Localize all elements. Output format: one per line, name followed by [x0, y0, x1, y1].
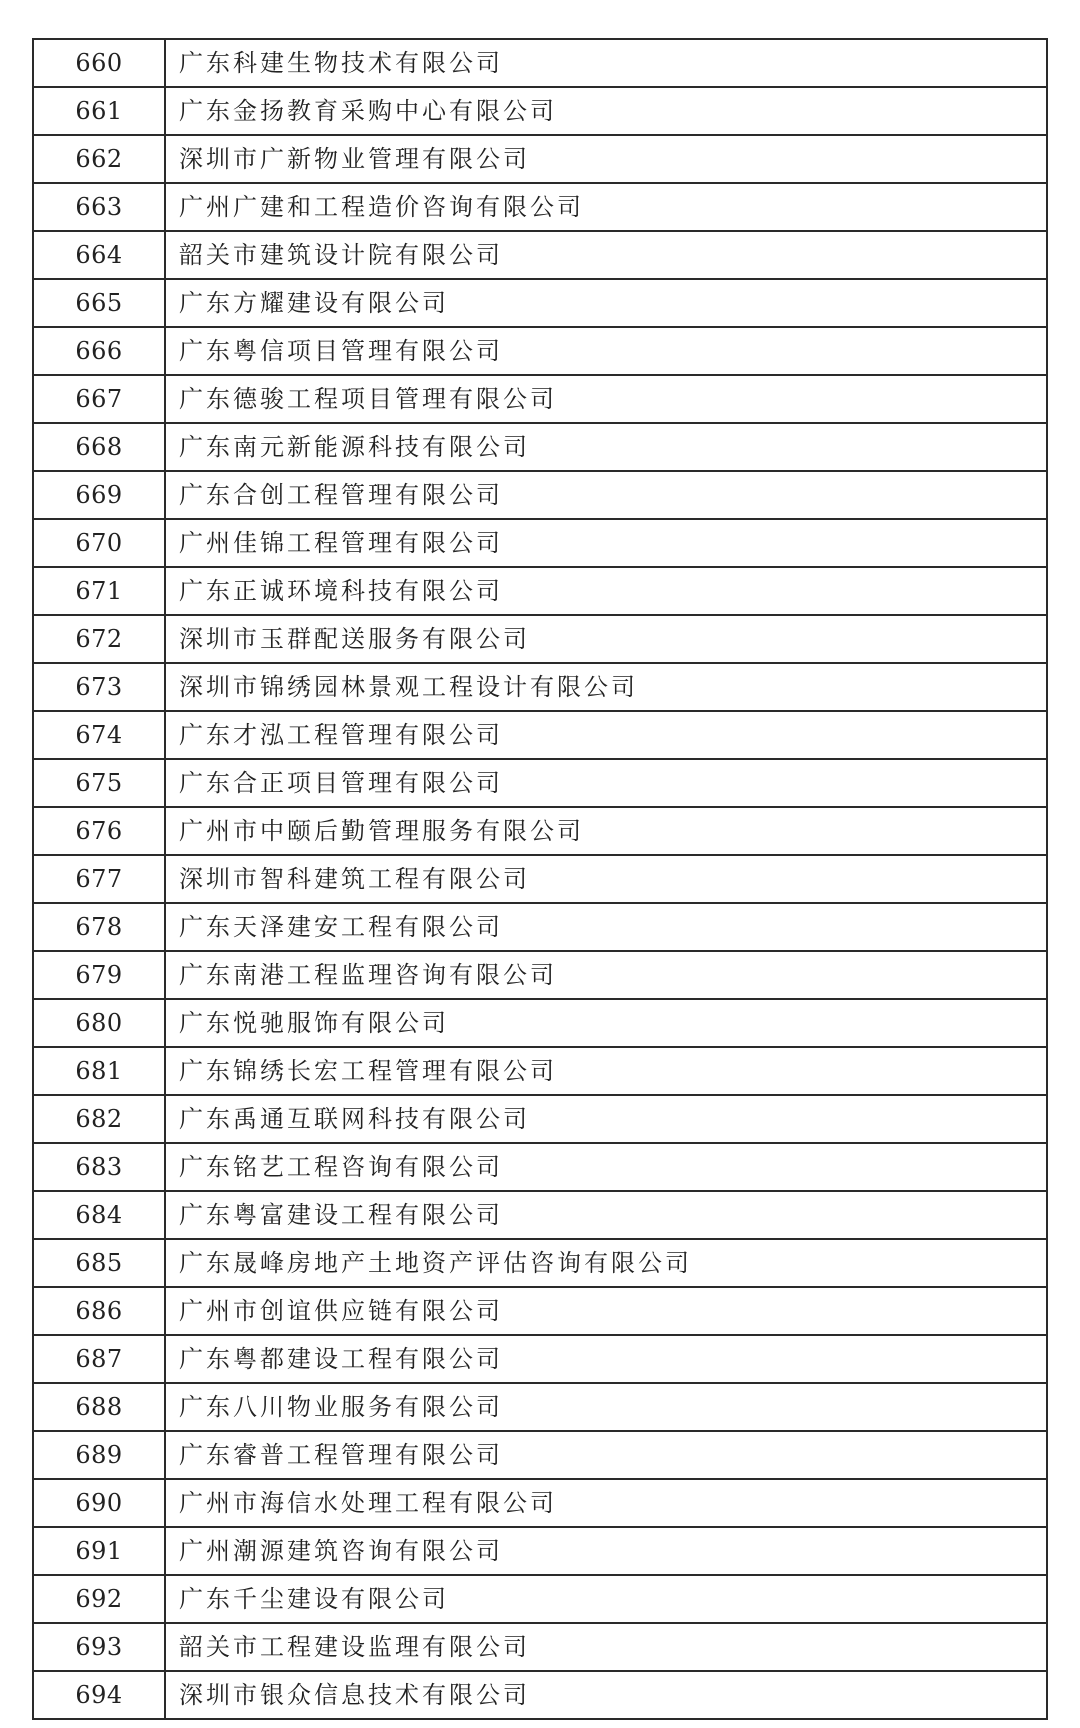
row-number-cell: 668 [33, 423, 165, 471]
table-row [33, 135, 1047, 183]
company-name-cell: 韶关市工程建设监理有限公司 [165, 1623, 1047, 1671]
row-number-cell: 667 [33, 375, 165, 423]
row-number-cell: 665 [33, 279, 165, 327]
row-number-cell: 691 [33, 1527, 165, 1575]
company-name-cell: 深圳市玉群配送服务有限公司 [165, 615, 1047, 663]
company-name-cell: 广东方耀建设有限公司 [165, 279, 1047, 327]
company-name-cell: 广东合创工程管理有限公司 [165, 471, 1047, 519]
row-number-cell: 678 [33, 903, 165, 951]
table-row [33, 231, 1047, 279]
table-row [33, 567, 1047, 615]
row-number-cell: 677 [33, 855, 165, 903]
row-number-cell: 689 [33, 1431, 165, 1479]
table-row [33, 1239, 1047, 1287]
table-row [33, 39, 1047, 87]
company-name-cell: 广州市中颐后勤管理服务有限公司 [165, 807, 1047, 855]
row-number-cell: 688 [33, 1383, 165, 1431]
table-row [33, 1383, 1047, 1431]
row-number-cell: 669 [33, 471, 165, 519]
company-name-cell: 广东锦绣长宏工程管理有限公司 [165, 1047, 1047, 1095]
row-number-cell: 679 [33, 951, 165, 999]
company-name-cell: 广东金扬教育采购中心有限公司 [165, 87, 1047, 135]
company-name-cell: 广东悦驰服饰有限公司 [165, 999, 1047, 1047]
table-row [33, 1527, 1047, 1575]
row-number-cell: 676 [33, 807, 165, 855]
row-number-cell: 685 [33, 1239, 165, 1287]
row-number-cell: 664 [33, 231, 165, 279]
table-row [33, 183, 1047, 231]
table-row [33, 1143, 1047, 1191]
row-number-cell: 686 [33, 1287, 165, 1335]
company-name-cell: 广东粤富建设工程有限公司 [165, 1191, 1047, 1239]
table-row [33, 903, 1047, 951]
table-row [33, 1191, 1047, 1239]
row-number-cell: 673 [33, 663, 165, 711]
row-number-cell: 684 [33, 1191, 165, 1239]
row-number-cell: 666 [33, 327, 165, 375]
row-number-cell: 660 [33, 39, 165, 87]
row-number-cell: 690 [33, 1479, 165, 1527]
company-name-cell: 广东禹通互联网科技有限公司 [165, 1095, 1047, 1143]
row-number-cell: 661 [33, 87, 165, 135]
row-number-cell: 687 [33, 1335, 165, 1383]
company-name-cell: 广东粤都建设工程有限公司 [165, 1335, 1047, 1383]
table-row [33, 1479, 1047, 1527]
company-name-cell: 广东才泓工程管理有限公司 [165, 711, 1047, 759]
company-list-table [32, 38, 1048, 1720]
company-name-cell: 广东德骏工程项目管理有限公司 [165, 375, 1047, 423]
row-number-cell: 683 [33, 1143, 165, 1191]
company-name-cell: 深圳市智科建筑工程有限公司 [165, 855, 1047, 903]
row-number-cell: 694 [33, 1671, 165, 1719]
row-number-cell: 662 [33, 135, 165, 183]
table-row [33, 279, 1047, 327]
table-row [33, 1671, 1047, 1719]
row-number-cell: 681 [33, 1047, 165, 1095]
row-number-cell: 663 [33, 183, 165, 231]
row-number-cell: 671 [33, 567, 165, 615]
company-name-cell: 广东正诚环境科技有限公司 [165, 567, 1047, 615]
row-number-cell: 672 [33, 615, 165, 663]
table-row [33, 615, 1047, 663]
company-name-cell: 广东南元新能源科技有限公司 [165, 423, 1047, 471]
company-name-cell: 广东铭艺工程咨询有限公司 [165, 1143, 1047, 1191]
row-number-cell: 674 [33, 711, 165, 759]
table-row [33, 375, 1047, 423]
company-name-cell: 广东晟峰房地产土地资产评估咨询有限公司 [165, 1239, 1047, 1287]
company-name-cell: 广东八川物业服务有限公司 [165, 1383, 1047, 1431]
row-number-cell: 693 [33, 1623, 165, 1671]
company-name-cell: 韶关市建筑设计院有限公司 [165, 231, 1047, 279]
table-row [33, 1287, 1047, 1335]
table-row [33, 807, 1047, 855]
company-name-cell: 广东千尘建设有限公司 [165, 1575, 1047, 1623]
table-row [33, 1095, 1047, 1143]
table-row [33, 423, 1047, 471]
table-body [33, 39, 1047, 1719]
table-row [33, 1575, 1047, 1623]
row-number-cell: 692 [33, 1575, 165, 1623]
table-row [33, 663, 1047, 711]
company-name-cell: 深圳市锦绣园林景观工程设计有限公司 [165, 663, 1047, 711]
row-number-cell: 682 [33, 1095, 165, 1143]
table-row [33, 327, 1047, 375]
company-name-cell: 广州广建和工程造价咨询有限公司 [165, 183, 1047, 231]
row-number-cell: 680 [33, 999, 165, 1047]
table-row [33, 1047, 1047, 1095]
company-name-cell: 广东睿普工程管理有限公司 [165, 1431, 1047, 1479]
table-row [33, 855, 1047, 903]
company-name-cell: 广东科建生物技术有限公司 [165, 39, 1047, 87]
company-name-cell: 深圳市广新物业管理有限公司 [165, 135, 1047, 183]
company-name-cell: 广州佳锦工程管理有限公司 [165, 519, 1047, 567]
company-name-cell: 广东合正项目管理有限公司 [165, 759, 1047, 807]
row-number-cell: 675 [33, 759, 165, 807]
company-name-cell: 广东粤信项目管理有限公司 [165, 327, 1047, 375]
table-row [33, 1431, 1047, 1479]
table-row [33, 759, 1047, 807]
table-row [33, 999, 1047, 1047]
table-row [33, 711, 1047, 759]
table-row [33, 1623, 1047, 1671]
row-number-cell: 670 [33, 519, 165, 567]
company-name-cell: 广东南港工程监理咨询有限公司 [165, 951, 1047, 999]
table-row [33, 519, 1047, 567]
table-row [33, 471, 1047, 519]
table-row [33, 951, 1047, 999]
company-name-cell: 广州市创谊供应链有限公司 [165, 1287, 1047, 1335]
company-name-cell: 广州市海信水处理工程有限公司 [165, 1479, 1047, 1527]
table-row [33, 87, 1047, 135]
company-name-cell: 深圳市银众信息技术有限公司 [165, 1671, 1047, 1719]
company-name-cell: 广东天泽建安工程有限公司 [165, 903, 1047, 951]
table-row [33, 1335, 1047, 1383]
company-name-cell: 广州潮源建筑咨询有限公司 [165, 1527, 1047, 1575]
